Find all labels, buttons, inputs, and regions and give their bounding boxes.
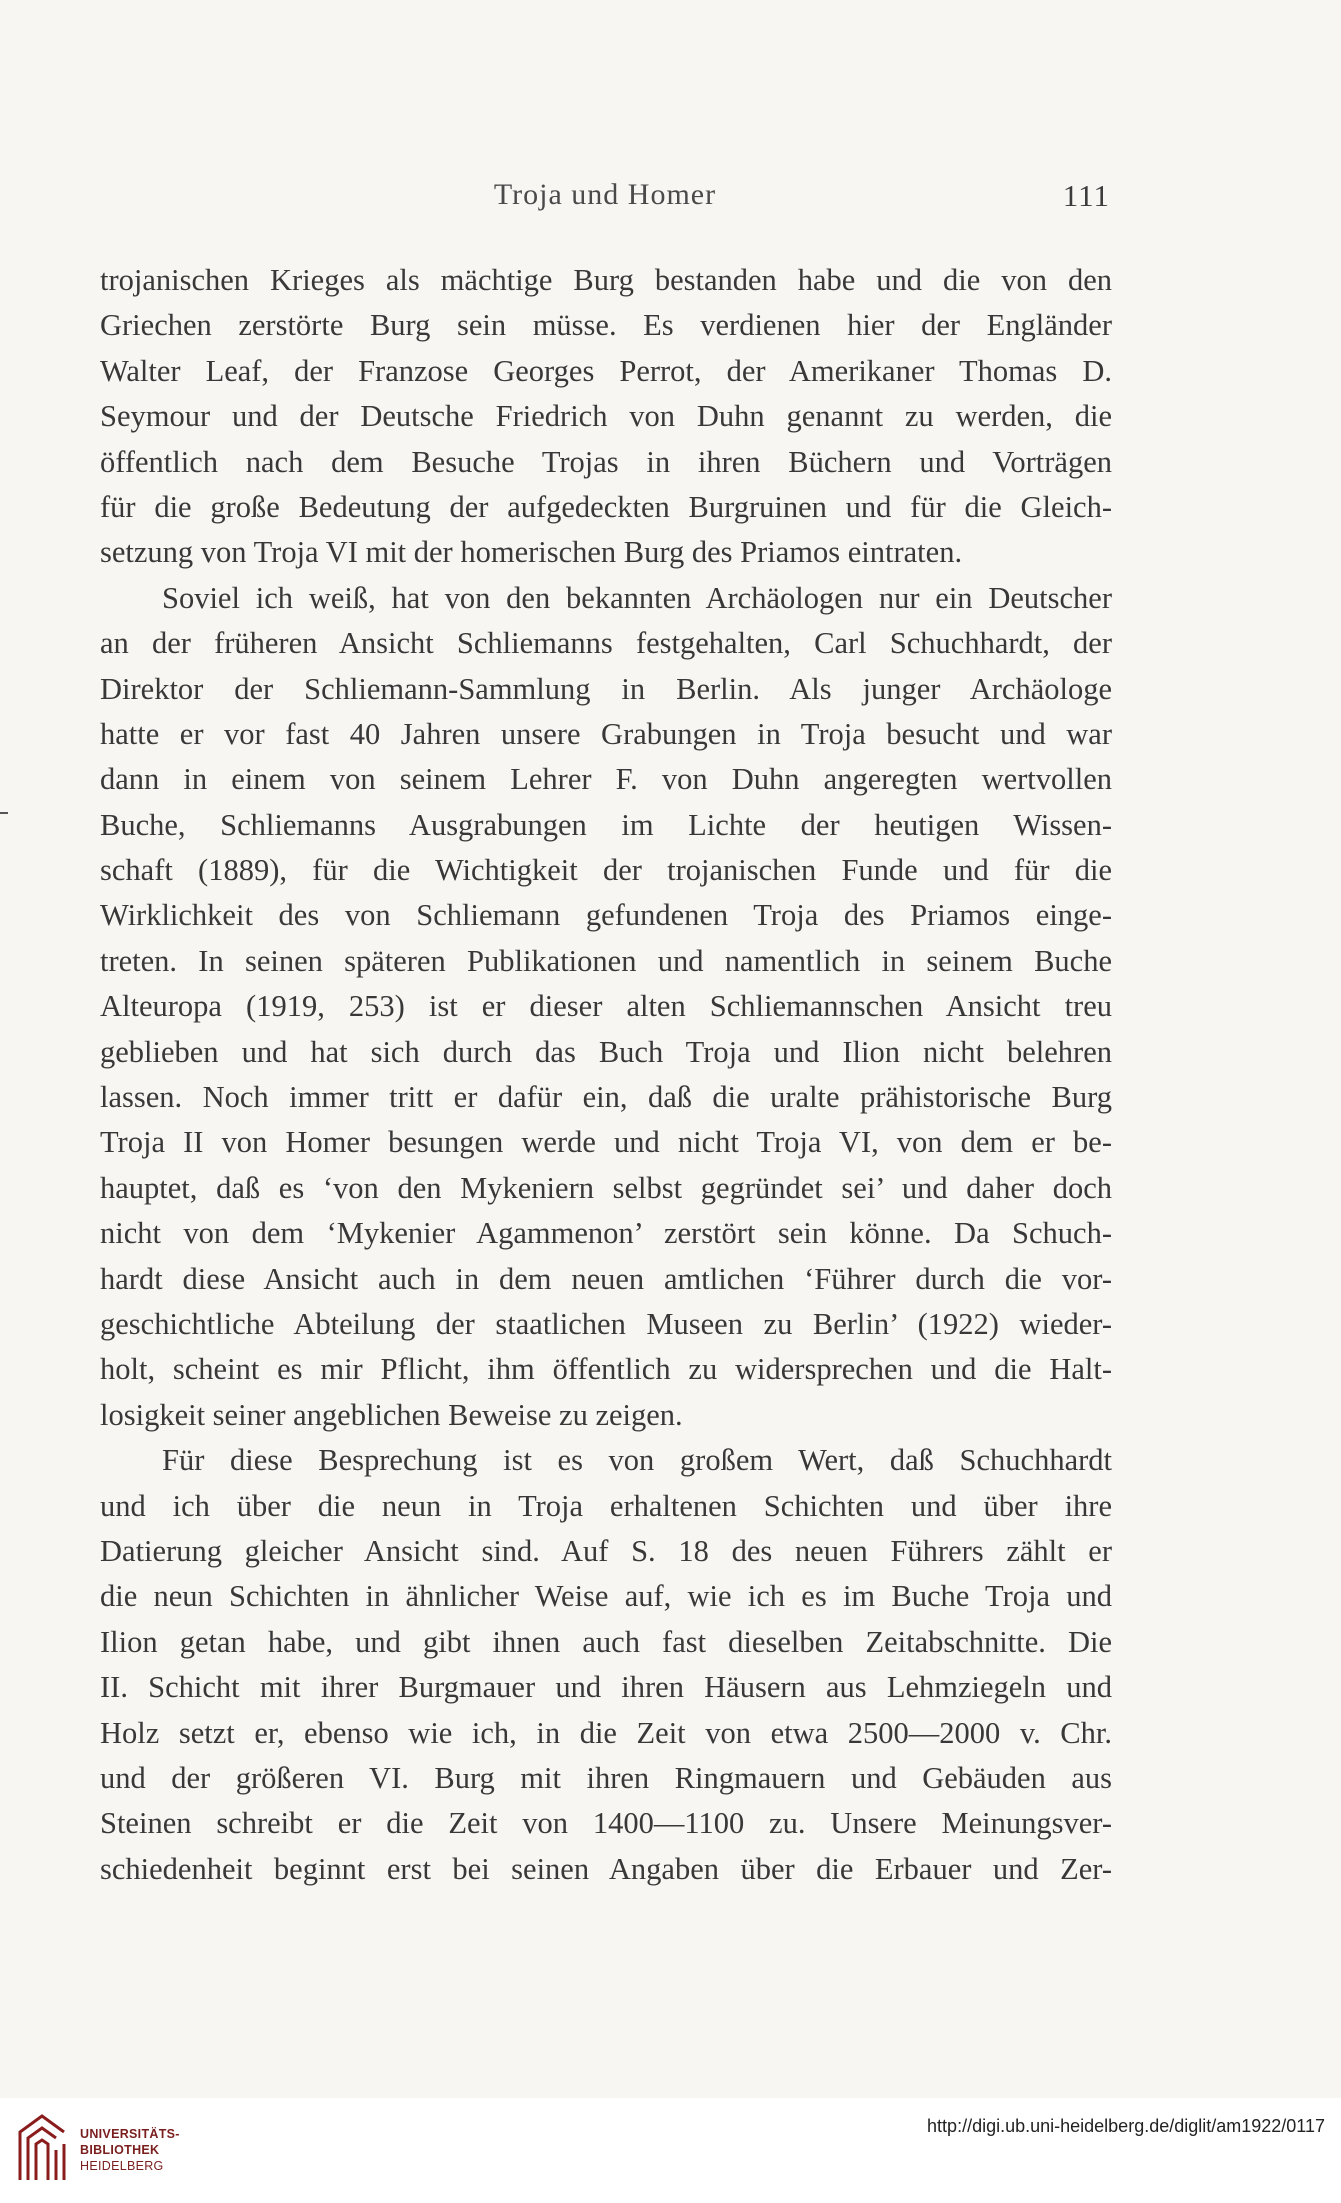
text-line: hauptet, daß es ‘von den Mykeniern selbst gegründet sei’ und daher doch [100, 1170, 1112, 1205]
text-line: an der früheren Ansicht Schliemanns festgehalten, Carl Schuchhardt, der [100, 626, 1112, 661]
body-text [100, 258, 1112, 1892]
text-line: geblieben und hat sich durch das Buch Troja und Ilion nicht belehren [100, 1034, 1112, 1069]
text-line: Steinen schreibt er die Zeit von 1400—1100 zu. Unsere Meinungsver- [100, 1806, 1112, 1841]
text-line: setzung von Troja VI mit der homerischen Burg des Priamos eintraten. [100, 535, 963, 570]
text-line: Troja II von Homer besungen werde und nicht Troja VI, von dem er be- [100, 1125, 1112, 1160]
text-line: trojanischen Krieges als mächtige Burg bestanden habe und die von den [100, 263, 1112, 297]
text-line: Direktor der Schliemann-Sammlung in Berlin. Als junger Archäologe [100, 671, 1112, 706]
source-url-link[interactable]: http://digi.ub.uni-heidelberg.de/diglit/am1922/0117 [927, 2116, 1325, 2136]
text-line: losigkeit seiner angeblichen Beweise zu zeigen. [100, 1397, 683, 1432]
text-line: Holz setzt er, ebenso wie ich, in die Zeit von etwa 2500—2000 v. Chr. [100, 1715, 1112, 1750]
text-line: schaft (1889), für die Wichtigkeit der trojanischen Funde und für die [100, 853, 1112, 888]
text-line: hatte er vor fast 40 Jahren unsere Grabungen in Troja besucht und war [100, 716, 1112, 751]
text-line: geschichtliche Abteilung der staatlichen Museen zu Berlin’ (1922) wieder- [100, 1306, 1112, 1341]
text-line: treten. In seinen späteren Publikationen und namentlich in seinem Buche [100, 943, 1112, 978]
text-line: und der größeren VI. Burg mit ihren Ringmauern und Gebäuden aus [100, 1760, 1112, 1795]
text-line: Für diese Besprechung ist es von großem Wert, daß Schuchhardt [162, 1443, 1112, 1478]
text-line: für die große Bedeutung der aufgedeckten Burgruinen und für die Gleich- [100, 489, 1112, 524]
text-line: nicht von dem ‘Mykenier Agammenon’ zerstört sein könne. Da Schuch- [100, 1216, 1112, 1251]
text-line: Seymour und der Deutsche Friedrich von Duhn genannt zu werden, die [100, 399, 1112, 434]
text-line: II. Schicht mit ihrer Burgmauer und ihren Häusern aus Lehmziegeln und [100, 1670, 1112, 1705]
university-library-logo-icon [12, 2110, 74, 2188]
text-line: die neun Schichten in ähnlicher Weise auf, wie ich es im Buche Troja und [100, 1579, 1112, 1614]
text-line: Buche, Schliemanns Ausgrabungen im Lichte der heutigen Wissen- [100, 807, 1112, 842]
text-line: Alteuropa (1919, 253) ist er dieser alten Schliemannschen Ansicht treu [100, 989, 1112, 1024]
text-line: und ich über die neun in Troja erhaltenen Schichten und über ihre [100, 1488, 1112, 1523]
text-line: hardt diese Ansicht auch in dem neuen amtlichen ‘Führer durch die vor- [100, 1261, 1112, 1296]
text-line: öffentlich nach dem Besuche Trojas in ihren Büchern und Vorträgen [100, 444, 1112, 479]
page-number: 111 [1062, 178, 1110, 213]
text-line: Ilion getan habe, und gibt ihnen auch fast dieselben Zeitabschnitte. Die [100, 1624, 1112, 1659]
library-name [80, 2126, 180, 2174]
running-head [100, 178, 1110, 218]
library-name-line: BIBLIOTHEK [80, 2143, 160, 2157]
text-line: Walter Leaf, der Franzose Georges Perrot, der Amerikaner Thomas D. [100, 353, 1112, 388]
text-line: dann in einem von seinem Lehrer F. von Duhn angeregten wertvollen [100, 762, 1112, 797]
scan-edge-mark [0, 812, 8, 814]
running-title: Troja und Homer [493, 178, 717, 211]
text-line: holt, scheint es mir Pflicht, ihm öffentlich zu widersprechen und die Halt- [100, 1352, 1112, 1387]
library-name-line: HEIDELBERG [80, 2159, 164, 2173]
text-line: Soviel ich weiß, hat von den bekannten Archäologen nur ein Deutscher [162, 580, 1112, 615]
text-line: Griechen zerstörte Burg sein müsse. Es verdienen hier der Engländer [100, 308, 1112, 343]
text-line: lassen. Noch immer tritt er dafür ein, daß die uralte prähistorische Burg [100, 1080, 1112, 1115]
text-line: schiedenheit beginnt erst bei seinen Angaben über die Erbauer und Zer- [100, 1851, 1112, 1886]
text-line: Wirklichkeit des von Schliemann gefundenen Troja des Priamos einge- [100, 898, 1112, 933]
footer-bar [0, 2098, 1341, 2203]
text-line: Datierung gleicher Ansicht sind. Auf S. 18 des neuen Führers zählt er [100, 1533, 1112, 1568]
library-name-line: UNIVERSITÄTS- [80, 2127, 180, 2141]
